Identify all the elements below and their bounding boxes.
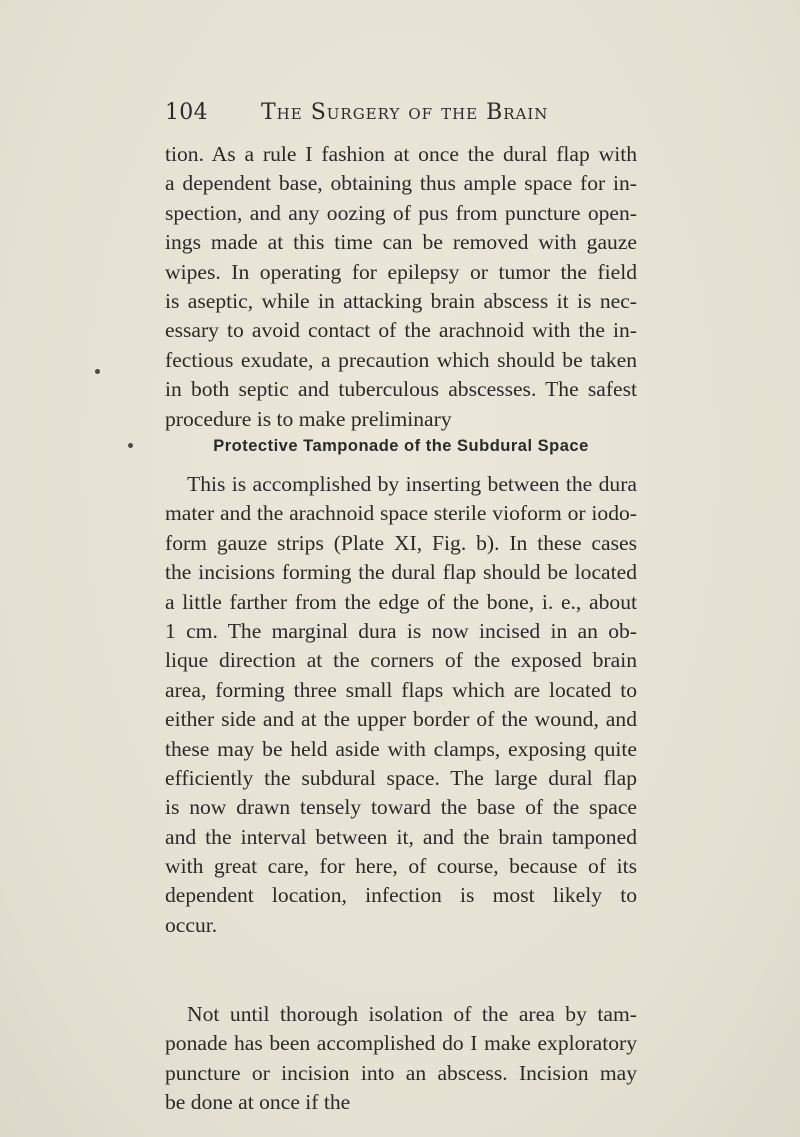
page-number: 104 — [165, 100, 208, 125]
text-line: fectious exudate, a precaution which should be taken — [165, 347, 637, 372]
text-line: be done at once if the — [165, 1090, 351, 1115]
text-line: is now drawn tensely toward the base of the space — [165, 795, 637, 820]
text-line: dependent location, infection is most likely to — [165, 883, 637, 908]
text-line: efficiently the subdural space. The large dural flap — [165, 765, 637, 790]
text-line: the incisions forming the dural flap should be located — [165, 560, 637, 585]
text-line: spection, and any oozing of pus from puncture open- — [165, 200, 637, 225]
text-line: in both septic and tuberculous abscesses. The safest — [165, 377, 637, 402]
text-line: Not until thorough isolation of the area by tam- — [187, 1002, 637, 1026]
text-line: either side and at the upper border of the wound, and — [165, 707, 637, 732]
text-line: these may be held aside with clamps, exposing quite — [165, 736, 637, 761]
text-line: occur. — [165, 912, 218, 937]
running-head — [165, 100, 645, 125]
text-line: and the interval between it, and the brain tamponed — [165, 824, 637, 849]
text-line: a little farther from the edge of the bone, i. e., about — [165, 589, 637, 614]
text-line: is aseptic, while in attacking brain abscess it is nec- — [165, 288, 637, 313]
text-line: ponade has been accomplished do I make exploratory — [165, 1031, 637, 1056]
paragraph-3 — [165, 1000, 637, 1118]
text-line: mater and the arachnoid space sterile vioform or iodo- — [165, 501, 637, 526]
text-line: ings made at this time can be removed with gauze — [165, 230, 637, 255]
paragraph-2 — [165, 470, 637, 940]
margin-dot — [95, 369, 100, 374]
text-line: essary to avoid contact of the arachnoid with the in- — [165, 318, 637, 343]
text-line: wipes. In operating for epilepsy or tumor the field — [165, 259, 637, 284]
text-line: 1 cm. The marginal dura is now incised in an ob- — [165, 618, 637, 643]
text-line: lique direction at the corners of the exposed brain — [165, 648, 637, 673]
text-line: procedure is to make preliminary — [165, 406, 452, 431]
text-line: a dependent base, obtaining thus ample space for in- — [165, 171, 637, 196]
running-head-title: The Surgery of the Brain — [261, 100, 549, 125]
text-line: puncture or incision into an abscess. Incision may — [165, 1060, 637, 1085]
margin-dot — [128, 443, 133, 448]
text-line: tion. As a rule I fashion at once the dural flap with — [165, 142, 637, 166]
text-line: with great care, for here, of course, because of its — [165, 854, 637, 879]
text-line: area, forming three small flaps which are located to — [165, 677, 637, 702]
text-line: This is accomplished by inserting between the dura — [187, 472, 637, 496]
text-line: form gauze strips (Plate XI, Fig. b). In these cases — [165, 530, 637, 555]
paragraph-1 — [165, 140, 637, 434]
section-heading: Protective Tamponade of the Subdural Space — [213, 437, 589, 455]
